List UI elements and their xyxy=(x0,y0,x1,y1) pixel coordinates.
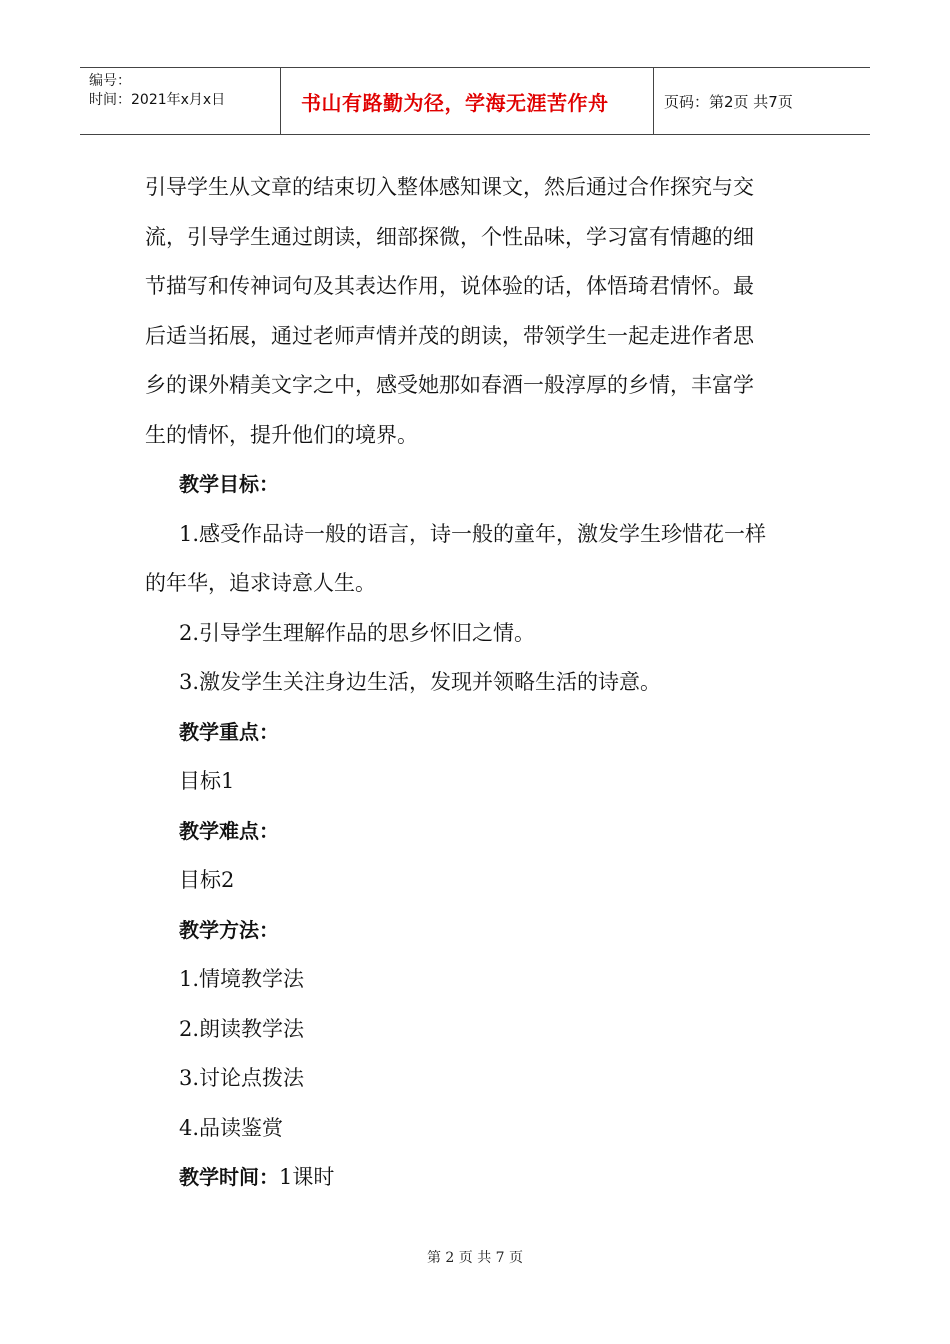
time-heading: 教学时间： xyxy=(179,1165,279,1189)
page-footer: 第 2 页 共 7 页 xyxy=(426,1250,524,1266)
method-item: 4.品读鉴赏 xyxy=(179,1115,284,1140)
teaching-time xyxy=(145,1153,810,1203)
goal-3: 3.激发学生关注身边生活，发现并领略生活的诗意。 xyxy=(179,670,662,694)
paragraph-line: 引导学生从文章的结束切入整体感知课文，然后通过合作探究与交 xyxy=(145,175,754,199)
header-page-info: 页码：第2页 共7页 xyxy=(664,92,793,111)
date-label: 时间：2021年x月x日 xyxy=(89,92,226,108)
method-item: 3.讨论点拨法 xyxy=(179,1066,305,1090)
method-item: 1.情境教学法 xyxy=(179,967,305,991)
paragraph-line: 节描写和传神词句及其表达作用，说体验的话，体悟琦君情怀。最 xyxy=(145,274,754,298)
time-text: 1课时 xyxy=(279,1165,335,1189)
goal-2: 2.引导学生理解作品的思乡怀旧之情。 xyxy=(179,620,536,645)
document-body xyxy=(145,163,810,1203)
goals-heading: 教学目标： xyxy=(179,472,279,496)
header-meta xyxy=(80,68,281,134)
paragraph-line: 流，引导学生通过朗读，细部探微，个性品味，学习富有情趣的细 xyxy=(145,224,754,249)
paragraph-line: 生的情怀，提升他们的境界。 xyxy=(145,422,418,447)
goal-1: 1.感受作品诗一般的语言，诗一般的童年，激发学生珍惜花一样 xyxy=(179,521,767,546)
difficulty-text: 目标2 xyxy=(179,868,235,892)
method-item: 2.朗读教学法 xyxy=(179,1016,305,1041)
header-motto: 书山有路勤为径，学海无涯苦作舟 xyxy=(281,68,654,134)
goal-1-continued: 的年华，追求诗意人生。 xyxy=(145,571,376,595)
serial-number-label: 编号： xyxy=(89,73,131,89)
key-point-heading: 教学重点： xyxy=(179,719,279,744)
paragraph-line: 乡的课外精美文字之中，感受她那如春酒一般淳厚的乡情，丰富学 xyxy=(145,373,754,397)
key-point-text: 目标1 xyxy=(179,769,235,793)
difficulty-heading: 教学难点： xyxy=(179,818,279,843)
paragraph-line: 后适当拓展，通过老师声情并茂的朗读，带领学生一起走进作者思 xyxy=(145,323,754,348)
document-header xyxy=(80,67,870,135)
methods-heading: 教学方法： xyxy=(179,917,279,942)
